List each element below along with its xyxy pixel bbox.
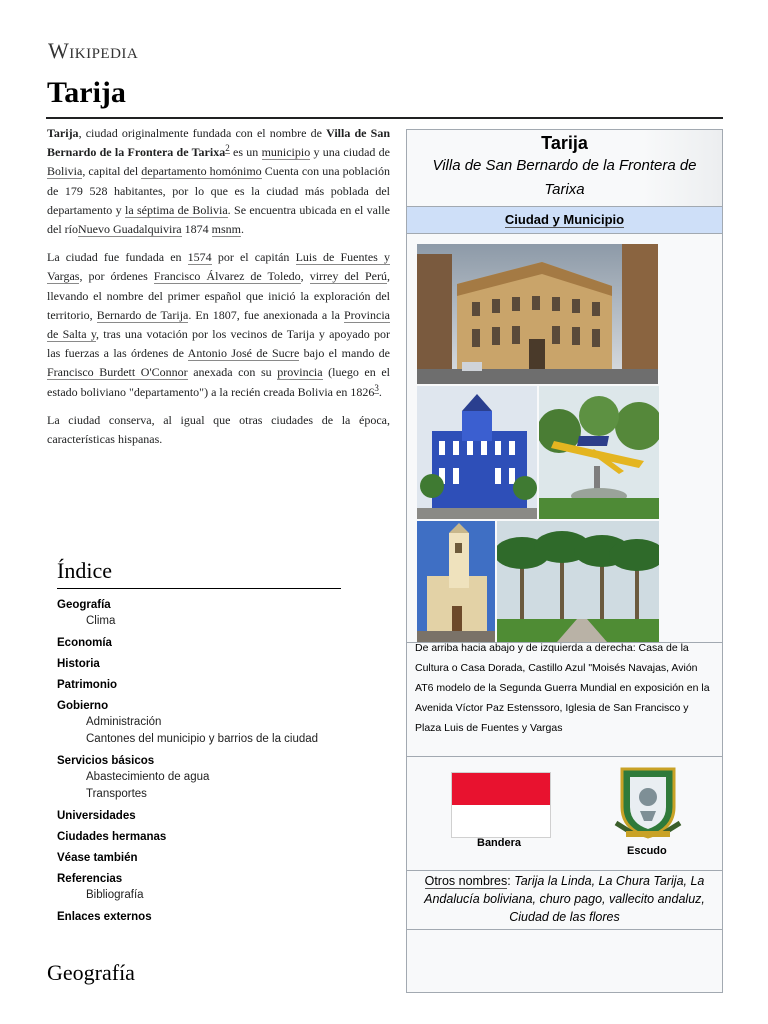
- toc-sublist: [57, 887, 357, 904]
- toc-sublist: [57, 714, 357, 748]
- link-sucre[interactable]: Antonio José de Sucre: [187, 346, 300, 361]
- link-septima[interactable]: la séptima de Bolivia: [125, 202, 228, 217]
- symbols-row: [407, 756, 722, 871]
- collage-caption: De arriba hacia abajo y de izquierda a derecha: Casa de la Cultura o Casa Dorada, Castillo Azul "Moisés Navajas, Avión AT6 modelo de la Segunda Guerra Mundial en exposición en la Avenida Víctor Paz Estenssoro, Iglesia de San Francisco y Plaza Luis de Fuentes y Vargas: [415, 642, 710, 734]
- wikipedia-wordmark[interactable]: Wikipedia: [48, 38, 139, 63]
- culture-paragraph: La ciudad conserva, al igual que otras ciudades de la época, características hispanas.: [47, 412, 390, 447]
- toc-item: [57, 635, 357, 651]
- flag-red-stripe: [452, 773, 550, 805]
- text: bajo el mando de: [299, 346, 390, 361]
- toc-link[interactable]: Historia: [57, 658, 100, 670]
- toc-item: [57, 677, 357, 693]
- toc-link[interactable]: Patrimonio: [57, 679, 118, 691]
- toc-item: [57, 753, 357, 803]
- coat-of-arms-image[interactable]: [612, 763, 684, 839]
- link-rio[interactable]: Nuevo Guadalquivira: [78, 222, 182, 237]
- text: 1874: [181, 222, 212, 237]
- reference-link[interactable]: 3: [374, 382, 379, 393]
- text: , llevando el nombre del primer español que inició la exploración del territorio,: [47, 269, 391, 322]
- text: ,: [300, 269, 310, 284]
- toc-link[interactable]: Enlaces externos: [57, 911, 152, 923]
- toc-sub-link[interactable]: Bibliografía: [86, 889, 144, 901]
- text: La ciudad fue fundada en: [47, 250, 188, 265]
- historical-name: Villa de San Bernardo de la Frontera de Tarixa: [47, 126, 391, 160]
- link-1574[interactable]: 1574: [187, 250, 212, 265]
- history-paragraph: [47, 248, 390, 402]
- title-divider: [46, 117, 723, 119]
- toc-item: [57, 698, 357, 748]
- toc-item: [57, 909, 357, 925]
- article-body: [47, 124, 390, 458]
- toc-sublist: [57, 769, 357, 803]
- toc-item: [57, 808, 357, 824]
- infobox-header: [407, 130, 722, 206]
- reference-link[interactable]: 2: [225, 143, 230, 154]
- flag-image[interactable]: [451, 772, 551, 838]
- infobox-type: [407, 206, 722, 234]
- toc-sub-link[interactable]: Abastecimiento de agua: [86, 771, 210, 783]
- link-salta[interactable]: Provincia de Salta y: [47, 307, 390, 342]
- text: y una ciudad de: [310, 145, 391, 160]
- text: .: [240, 222, 244, 237]
- toc-link[interactable]: Economía: [57, 637, 112, 649]
- toc-sub-link[interactable]: Cantones del municipio y barrios de la ciudad: [86, 733, 319, 745]
- flag-label: Bandera: [477, 837, 522, 849]
- page-title: Tarija: [47, 76, 126, 109]
- text: es un: [229, 145, 262, 160]
- toc-sub-link[interactable]: Clima: [86, 615, 116, 627]
- text: .: [378, 384, 382, 399]
- intro-paragraph: [47, 124, 390, 239]
- toc-link[interactable]: Ciudades hermanas: [57, 831, 167, 843]
- infobox-type-link[interactable]: Ciudad y Municipio: [504, 212, 625, 227]
- text: Cuenta con una población de 179 528 habitantes, por lo que es la ciudad más poblada del departamento y: [47, 164, 391, 217]
- toc-link[interactable]: Referencias: [57, 873, 123, 885]
- link-oconnor[interactable]: Francisco Burdett O'Connor: [47, 365, 188, 380]
- other-names: Otros nombres: Tarija la Linda, La Chura Tarija, La Andalucía boliviana, churo pago, vallecito andaluz, Ciudad de las flores: [407, 870, 722, 930]
- link-virrey[interactable]: virrey del Perú: [309, 269, 388, 284]
- link-municipio[interactable]: municipio: [261, 145, 311, 160]
- photo-collage: [407, 244, 722, 643]
- photo-castillo-azul[interactable]: [417, 386, 537, 519]
- text: , por órdenes: [79, 269, 154, 284]
- toc-title: Índice: [57, 558, 112, 583]
- toc-item: [57, 597, 357, 630]
- toc-item: [57, 656, 357, 672]
- text: , capital del: [82, 164, 142, 179]
- infobox-official-name: Villa de San Bernardo de la Frontera de Tarixa: [432, 157, 697, 198]
- infobox: [406, 129, 723, 993]
- text: . Se encuentra ubicada en el valle del río: [47, 202, 390, 237]
- photo-casa-dorada[interactable]: [417, 244, 658, 384]
- photo-iglesia-san-francisco[interactable]: [417, 521, 495, 642]
- text: , ciudad originalmente fundada con el nombre de: [78, 126, 327, 140]
- toc-link[interactable]: Véase también: [57, 852, 138, 864]
- photo-avion-at6[interactable]: [539, 386, 659, 519]
- text: , tras una votación por los vecinos de Tarija y apoyado por las fuerzas a las órdenes de: [47, 327, 390, 361]
- link-provincia[interactable]: provincia: [277, 365, 323, 380]
- link-departamento[interactable]: departamento homónimo: [141, 164, 262, 179]
- toc-link[interactable]: Geografía: [57, 599, 111, 611]
- toc-item: [57, 871, 357, 904]
- section-heading-geografia: Geografía: [47, 960, 135, 985]
- toc-sub-link[interactable]: Administración: [86, 716, 162, 728]
- toc-sublist: [57, 613, 357, 630]
- toc-link[interactable]: Gobierno: [57, 700, 109, 712]
- shield-label: Escudo: [627, 845, 667, 857]
- other-names-label[interactable]: Otros nombres: [424, 874, 508, 888]
- toc-list: [57, 597, 357, 925]
- link-bernardo[interactable]: Bernardo de Tarija: [96, 307, 189, 322]
- link-toledo[interactable]: Francisco Álvarez de Toledo: [153, 269, 301, 284]
- link-luis-de-fuentes[interactable]: Luis de Fuentes y Vargas: [47, 250, 390, 284]
- toc-item: [57, 850, 357, 866]
- infobox-title: Tarija: [541, 133, 588, 153]
- toc-link[interactable]: Universidades: [57, 810, 136, 822]
- photo-plaza-luis-de-fuentes[interactable]: [497, 521, 659, 642]
- text: (luego en el estado boliviano "departamento") a la recién creada Bolivia en 1826: [47, 365, 390, 399]
- text: por el capitán: [211, 250, 296, 265]
- subject-name: Tarija: [47, 126, 79, 140]
- toc-link[interactable]: Servicios básicos: [57, 755, 155, 767]
- flag-white-stripe: [452, 805, 550, 837]
- other-names-value: Tarija la Linda, La Chura Tarija, La Andalucía boliviana, churo pago, vallecito andaluz, Ciudad de las flores: [424, 874, 705, 924]
- toc-divider: [57, 588, 341, 589]
- toc-item: [57, 829, 357, 845]
- link-msnm[interactable]: msnm: [211, 222, 241, 237]
- text: anexada con su: [187, 365, 278, 380]
- text: . En 1807, fue anexionada a la: [188, 307, 344, 322]
- table-of-contents: [57, 558, 357, 930]
- toc-sub-link[interactable]: Transportes: [86, 788, 147, 800]
- link-bolivia[interactable]: Bolivia: [47, 164, 83, 179]
